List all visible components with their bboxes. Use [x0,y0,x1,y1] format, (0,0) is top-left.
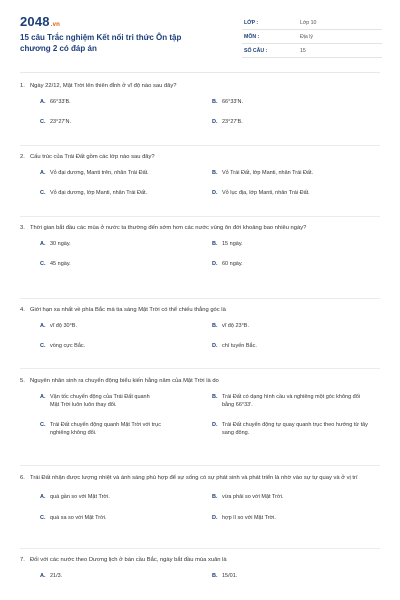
question-separator [20,368,380,369]
option-letter: B. [212,494,218,500]
option-text: 66°33'N. [222,99,243,105]
option-letter: C. [40,422,46,428]
info-row-subject [242,30,382,44]
option-text: 23°27'B. [222,119,243,125]
option-letter: B. [212,573,218,579]
option-text: 23°27'N. [50,119,71,125]
question-text: Ngày 22/12, Mặt Trời lên thiên đỉnh ở vĩ độ nào sau đây? [30,83,177,89]
question-5 [20,377,382,459]
option-text: quá gần so với Mặt Trời. [50,494,110,500]
options [20,98,382,142]
info-table [242,16,382,58]
question-4 [20,306,382,366]
question-text: Thời gian bắt đầu các mùa ở nước ta thường đến sớm hơn các nước vùng ôn đới khoảng bao nhiêu ngày? [30,225,307,231]
option-letter: C. [40,119,46,125]
option-letter: A. [40,494,46,500]
options [20,240,382,284]
logo-main: 2048 [20,14,50,29]
option-text: 15 ngày. [222,241,243,247]
question-number: 7. [20,557,25,563]
question-stem [20,224,382,233]
option-letter: A. [40,170,46,176]
question-text: Trái Đất nhận được lượng nhiệt và ánh sáng phù hợp để sự sống có sự phát sinh và phát triển là nhờ vào sự tự quay và ở vị trí [30,475,358,481]
info-label: MÔN : [244,34,260,40]
option-letter: B. [212,323,218,329]
option-text: hợp lí so với Mặt Trời. [222,515,276,521]
options [20,169,382,213]
question-number: 2. [20,154,25,160]
question-2 [20,153,382,213]
question-3 [20,224,382,284]
options [20,393,382,459]
question-separator [20,465,380,466]
document-title: 15 câu Trắc nghiệm Kết nối tri thức Ôn tập chương 2 có đáp án [20,33,182,53]
option-text: Trái Đất chuyển động tự quay quanh trục theo hướng từ tây sang đông. [222,422,368,436]
option-letter: B. [212,99,218,105]
info-value: Địa lý [300,34,313,40]
option-text: Vỏ đại dương, Manti trên, nhân Trái Đất. [50,170,149,176]
page-header [20,14,380,66]
option-text: 60 ngày. [222,261,243,267]
option-letter: D. [212,343,218,349]
question-text: Đối với các nước theo Dương lịch ở bán cầu Bắc, ngày bắt đầu mùa xuân là [30,557,227,563]
options [20,322,382,366]
option-letter: C. [40,343,46,349]
option-letter: A. [40,241,46,247]
option-letter: A. [40,573,46,579]
option-text: vòng cực Bắc. [50,343,86,349]
question-stem [20,474,382,483]
option-text: vĩ độ 30°B. [50,323,77,329]
option-letter: A. [40,394,46,400]
option-letter: D. [212,119,218,125]
option-text: 15/01. [222,573,238,579]
question-stem [20,377,382,386]
question-7 [20,556,382,586]
question-text: Cấu trúc của Trái Đất gồm các lớp nào sau đây? [30,154,155,160]
question-stem [20,153,382,162]
question-stem [20,306,382,315]
question-separator [20,548,380,549]
question-1 [20,82,382,142]
option-text: vừa phải so với Mặt Trời. [222,494,284,500]
option-text: Vỏ Trái Đất, lớp Manti, nhân Trái Đất. [222,170,314,176]
option-text: 30 ngày. [50,241,71,247]
option-text: Vỏ lục địa, lớp Manti, nhân Trái Đất. [222,190,310,196]
option-text: vĩ độ 23°B. [222,323,249,329]
info-row-class [242,16,382,30]
option-text: chí tuyến Bắc. [222,343,257,349]
question-number: 1. [20,83,25,89]
question-number: 6. [20,475,25,481]
question-separator [20,298,380,299]
question-number: 4. [20,307,25,313]
option-letter: B. [212,170,218,176]
question-stem [20,82,382,91]
info-value: Lớp 10 [300,20,317,26]
option-letter: C. [40,261,46,267]
option-letter: B. [212,394,218,400]
site-logo[interactable] [20,14,60,29]
option-letter: B. [212,241,218,247]
option-letter: A. [40,323,46,329]
info-label: SỐ CÂU : [244,48,268,54]
option-text: Trái Đất chuyển động quanh Mặt Trời với trục nghiêng không đổi. [50,422,161,436]
options [20,572,382,586]
question-text: Giới hạn xa nhất về phía Bắc mà tia sáng Mặt Trời có thể chiếu thẳng góc là [30,307,226,313]
option-letter: A. [40,99,46,105]
question-stem [20,556,382,565]
question-text: Nguyên nhân sinh ra chuyển động biểu kiến hằng năm của Mặt Trời là do [30,378,219,384]
option-letter: D. [212,515,218,521]
question-6 [20,474,382,534]
options [20,490,382,534]
option-letter: D. [212,190,218,196]
logo-suffix: .vn [50,22,61,28]
option-letter: D. [212,261,218,267]
option-text: 45 ngày. [50,261,71,267]
option-text: Vận tốc chuyển động của Trái Đất quanh Mặt Trời luôn luôn thay đổi. [50,394,150,408]
question-number: 5. [20,378,25,384]
option-text: Trái Đất có dạng hình cầu và nghiêng một góc không đổi bằng 66°33'. [222,394,360,408]
question-separator [20,145,380,146]
header-divider [20,72,380,73]
info-value: 15 [300,48,306,54]
option-letter: C. [40,515,46,521]
option-text: 66°33'B. [50,99,71,105]
option-text: 21/3. [50,573,63,579]
option-letter: C. [40,190,46,196]
option-text: Vỏ đại dương, lớp Manti, nhân Trái Đất. [50,190,148,196]
question-number: 3. [20,225,25,231]
question-separator [20,216,380,217]
option-text: quá xa so với Mặt Trời. [50,515,107,521]
info-label: LỚP : [244,20,259,26]
info-row-count [242,44,382,58]
option-letter: D. [212,422,218,428]
